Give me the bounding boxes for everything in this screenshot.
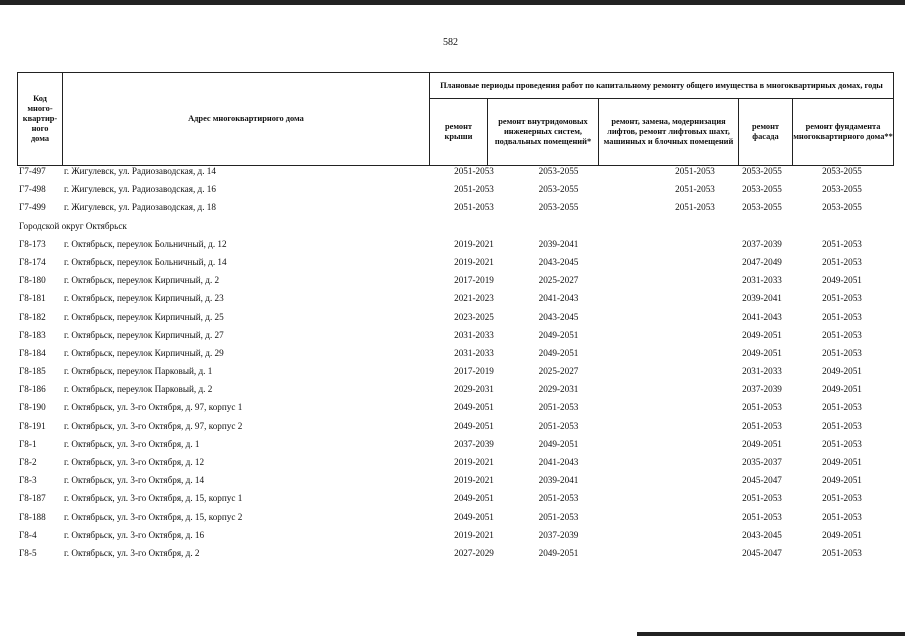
cell-foundation: 2049-2051	[822, 366, 862, 377]
cell-foundation: 2049-2051	[822, 529, 862, 540]
cell-facade: 2051-2053	[742, 420, 782, 431]
cell-code: Г8-188	[19, 511, 46, 522]
cell-code: Г8-5	[19, 547, 37, 558]
cell-facade: 2053-2055	[742, 202, 782, 213]
cell-roof: 2029-2031	[454, 384, 494, 395]
cell-facade: 2049-2051	[742, 329, 782, 340]
page-number: 582	[443, 37, 458, 48]
table-row	[17, 273, 892, 291]
cell-facade: 2043-2045	[742, 529, 782, 540]
cell-address: г. Октябрьск, ул. 3-го Октября, д. 1	[64, 438, 200, 449]
cell-code: Г8-2	[19, 457, 37, 467]
cell-engineering: 2041-2043	[538, 457, 579, 467]
cell-roof: 2019-2021	[454, 256, 494, 267]
table-row	[17, 291, 892, 309]
cell-address: г. Октябрьск, переулок Парковый, д. 1	[64, 366, 213, 377]
cell-roof: 2017-2019	[454, 275, 494, 286]
cell-facade: 2037-2039	[742, 384, 782, 395]
cell-address: г. Октябрьск, ул. 3-го Октября, д. 97, корпус 1	[64, 402, 243, 413]
cell-roof: 2049-2051	[454, 511, 494, 522]
cell-roof: 2049-2051	[454, 420, 494, 431]
header-code-line: Код	[33, 94, 47, 103]
cell-code: Г8-184	[19, 347, 46, 358]
cell-facade: 2047-2049	[742, 256, 782, 267]
cell-foundation: 2049-2051	[822, 275, 862, 286]
cell-foundation: 2051-2053	[822, 329, 862, 340]
cell-foundation: 2051-2053	[822, 347, 862, 358]
cell-roof: 2017-2019	[454, 366, 494, 377]
cell-roof: 2019-2021	[454, 457, 494, 467]
cell-engineering: 2053-2055	[538, 166, 579, 176]
cell-engineering: 2049-2051	[538, 329, 579, 340]
cell-engineering: 2039-2041	[538, 238, 579, 249]
cell-foundation: 2051-2053	[822, 311, 862, 322]
section-title: Городской округ Октябрьск	[19, 220, 127, 231]
cell-facade: 2031-2033	[742, 366, 782, 377]
header-facade: ремонт фасада	[751, 122, 780, 141]
cell-lifts: 2051-2053	[675, 184, 715, 195]
section-row	[17, 219, 892, 237]
cell-code: Г8-174	[19, 256, 46, 267]
cell-code: Г8-1	[19, 438, 37, 449]
cell-facade: 2053-2055	[742, 184, 782, 195]
cell-foundation: 2051-2053	[822, 438, 862, 449]
cell-engineering: 2051-2053	[538, 493, 579, 504]
cell-facade: 2051-2053	[742, 511, 782, 522]
cell-address: г. Октябрьск, переулок Кирпичный, д. 25	[64, 311, 224, 322]
cell-foundation: 2051-2053	[822, 547, 862, 558]
table-row	[17, 455, 892, 473]
cell-code: Г7-499	[19, 202, 46, 213]
table-row	[17, 182, 892, 200]
cell-code: Г8-181	[19, 293, 46, 304]
cell-roof: 2049-2051	[454, 402, 494, 413]
cell-facade: 2045-2047	[742, 547, 782, 558]
cell-foundation: 2051-2053	[822, 420, 862, 431]
table-row	[17, 546, 892, 564]
cell-facade: 2041-2043	[742, 311, 782, 322]
header-code-line: много-	[27, 104, 53, 113]
table-header	[17, 72, 894, 166]
cell-address: г. Октябрьск, переулок Парковый, д. 2	[64, 384, 213, 395]
cell-facade: 2039-2041	[742, 293, 782, 304]
cell-roof: 2049-2051	[454, 493, 494, 504]
table-row	[17, 164, 892, 182]
cell-code: Г7-498	[19, 184, 46, 195]
cell-engineering: 2049-2051	[538, 347, 579, 358]
cell-roof: 2051-2053	[454, 184, 494, 195]
cell-engineering: 2039-2041	[538, 475, 579, 486]
header-address: Адрес многоквартирного дома	[188, 114, 304, 123]
cell-engineering: 2051-2053	[538, 420, 579, 431]
cell-foundation: 2049-2051	[822, 475, 862, 486]
table-row	[17, 255, 892, 273]
header-lifts: ремонт, замена, модернизация лифтов, ремонт лифтовых шахт, машинных и блочных помещений	[603, 117, 734, 146]
cell-engineering: 2041-2043	[538, 293, 579, 304]
table-row	[17, 200, 892, 218]
cell-foundation: 2051-2053	[822, 493, 862, 504]
header-periods-title: Плановые периоды проведения работ по капитальному ремонту общего имущества в многоквартирных домах, годы	[440, 80, 883, 90]
cell-roof: 2019-2021	[454, 238, 494, 249]
cell-roof: 2019-2021	[454, 529, 494, 540]
cell-foundation: 2053-2055	[822, 166, 862, 176]
cell-roof: 2031-2033	[454, 329, 494, 340]
cell-code: Г7-497	[19, 166, 46, 176]
table-row	[17, 310, 892, 328]
cell-engineering: 2037-2039	[538, 529, 579, 540]
cell-facade: 2045-2047	[742, 475, 782, 486]
cell-engineering: 2051-2053	[538, 402, 579, 413]
table-row	[17, 473, 892, 491]
header-code-line: дома	[30, 134, 50, 143]
cell-roof: 2051-2053	[454, 202, 494, 213]
cell-code: Г8-186	[19, 384, 46, 395]
cell-facade: 2049-2051	[742, 347, 782, 358]
cell-engineering: 2043-2045	[538, 256, 579, 267]
cell-engineering: 2053-2055	[538, 184, 579, 195]
cell-code: Г8-173	[19, 238, 46, 249]
cell-address: г. Октябрьск, переулок Больничный, д. 14	[64, 256, 227, 267]
table-row	[17, 328, 892, 346]
cell-address: г. Октябрьск, ул. 3-го Октября, д. 14	[64, 475, 205, 486]
cell-code: Г8-180	[19, 275, 46, 286]
cell-roof: 2019-2021	[454, 475, 494, 486]
table-body	[17, 164, 892, 564]
table-row	[17, 400, 892, 418]
header-foundation: ремонт фундамента многоквартирного дома**	[793, 122, 893, 141]
top-border	[0, 0, 905, 5]
cell-code: Г8-187	[19, 493, 46, 504]
cell-code: Г8-185	[19, 366, 46, 377]
table-row	[17, 491, 892, 509]
cell-facade: 2049-2051	[742, 438, 782, 449]
table-row	[17, 364, 892, 382]
cell-facade: 2035-2037	[742, 457, 782, 467]
cell-engineering: 2049-2051	[538, 547, 579, 558]
cell-foundation: 2051-2053	[822, 293, 862, 304]
header-code	[18, 73, 62, 165]
cell-address: г. Октябрьск, ул. 3-го Октября, д. 15, корпус 1	[64, 493, 243, 504]
cell-engineering: 2029-2031	[538, 384, 579, 395]
header-code-line: ного	[31, 124, 49, 133]
cell-engineering: 2051-2053	[538, 511, 579, 522]
cell-address: г. Жигулевск, ул. Радиозаводская, д. 16	[64, 184, 216, 195]
cell-roof: 2037-2039	[454, 438, 494, 449]
cell-facade: 2051-2053	[742, 402, 782, 413]
table-row	[17, 382, 892, 400]
cell-address: г. Октябрьск, ул. 3-го Октября, д. 2	[64, 547, 200, 558]
cell-foundation: 2051-2053	[822, 256, 862, 267]
cell-foundation: 2049-2051	[822, 384, 862, 395]
cell-facade: 2053-2055	[742, 166, 782, 176]
cell-facade: 2037-2039	[742, 238, 782, 249]
table-row	[17, 437, 892, 455]
bottom-border	[637, 632, 905, 636]
cell-roof: 2051-2053	[454, 166, 494, 176]
cell-address: г. Октябрьск, ул. 3-го Октября, д. 12	[64, 457, 205, 467]
cell-engineering: 2053-2055	[538, 202, 579, 213]
cell-engineering: 2043-2045	[538, 311, 579, 322]
cell-foundation: 2053-2055	[822, 202, 862, 213]
cell-code: Г8-190	[19, 402, 46, 413]
cell-roof: 2027-2029	[454, 547, 494, 558]
cell-address: г. Октябрьск, ул. 3-го Октября, д. 15, корпус 2	[64, 511, 243, 522]
cell-roof: 2021-2023	[454, 293, 494, 304]
cell-roof: 2031-2033	[454, 347, 494, 358]
table-row	[17, 510, 892, 528]
cell-lifts: 2051-2053	[675, 202, 715, 213]
cell-address: г. Октябрьск, переулок Кирпичный, д. 29	[64, 347, 224, 358]
cell-facade: 2031-2033	[742, 275, 782, 286]
cell-engineering: 2049-2051	[538, 438, 579, 449]
cell-foundation: 2051-2053	[822, 402, 862, 413]
header-engineering: ремонт внутридомовых инженерных систем, подвальных помещений*	[494, 117, 592, 146]
table-row	[17, 419, 892, 437]
cell-address: г. Октябрьск, переулок Больничный, д. 12	[64, 238, 227, 249]
header-code-line: квартир-	[22, 114, 58, 123]
cell-address: г. Октябрьск, переулок Кирпичный, д. 27	[64, 329, 224, 340]
cell-foundation: 2051-2053	[822, 238, 862, 249]
cell-engineering: 2025-2027	[538, 275, 579, 286]
cell-address: г. Октябрьск, ул. 3-го Октября, д. 97, корпус 2	[64, 420, 243, 431]
cell-lifts: 2051-2053	[675, 166, 715, 176]
cell-foundation: 2053-2055	[822, 184, 862, 195]
table-row	[17, 237, 892, 255]
cell-foundation: 2051-2053	[822, 511, 862, 522]
cell-address: г. Жигулевск, ул. Радиозаводская, д. 18	[64, 202, 216, 213]
table-row	[17, 346, 892, 364]
cell-address: г. Жигулевск, ул. Радиозаводская, д. 14	[64, 166, 216, 176]
cell-engineering: 2025-2027	[538, 366, 579, 377]
cell-roof: 2023-2025	[454, 311, 494, 322]
cell-code: Г8-191	[19, 420, 46, 431]
cell-code: Г8-183	[19, 329, 46, 340]
cell-code: Г8-4	[19, 529, 37, 540]
cell-address: г. Октябрьск, переулок Кирпичный, д. 2	[64, 275, 220, 286]
cell-facade: 2051-2053	[742, 493, 782, 504]
header-roof: ремонт крыши	[444, 122, 473, 141]
cell-code: Г8-3	[19, 475, 37, 486]
cell-foundation: 2049-2051	[822, 457, 862, 467]
cell-code: Г8-182	[19, 311, 46, 322]
cell-address: г. Октябрьск, ул. 3-го Октября, д. 16	[64, 529, 205, 540]
cell-address: г. Октябрьск, переулок Кирпичный, д. 23	[64, 293, 224, 304]
table-row	[17, 528, 892, 546]
